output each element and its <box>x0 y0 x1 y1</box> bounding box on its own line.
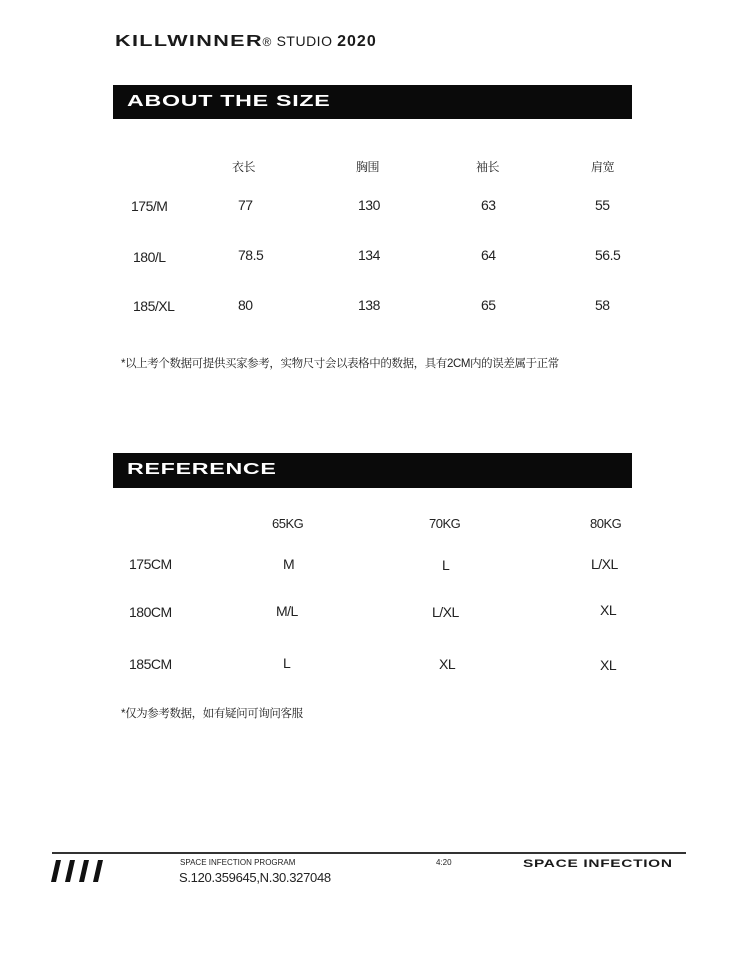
size-section-title: ABOUT THE SIZE <box>127 93 331 110</box>
brand-header <box>115 33 377 51</box>
ref-cell: XL <box>600 657 617 673</box>
footer-program: SPACE INFECTION PROGRAM <box>180 858 296 867</box>
four-slash-bars-icon <box>50 860 108 882</box>
ref-cell: M <box>283 556 295 572</box>
brand-studio: STUDIO <box>276 33 333 49</box>
ref-col-header-80kg: 80KG <box>590 516 622 531</box>
ref-cell: XL <box>600 602 617 618</box>
size-section-banner <box>113 85 632 119</box>
footer-page-number: 4:20 <box>436 858 452 867</box>
size-cell: 63 <box>481 197 496 213</box>
footer-coordinates: S.120.359645,N.30.327048 <box>179 870 331 885</box>
brand-year: 2020 <box>337 33 377 50</box>
brand-name: KILLWINNER <box>115 33 263 50</box>
reference-note: *仅为参考数据，如有疑问可询问客服 <box>121 708 303 720</box>
ref-cell: L <box>283 655 291 671</box>
size-cell: 55 <box>595 197 610 213</box>
ref-cell: XL <box>439 656 456 672</box>
ref-col-header-65kg: 65KG <box>272 516 304 531</box>
ref-row-label: 185CM <box>129 656 172 672</box>
ref-cell: L <box>442 557 450 573</box>
ref-row-label: 180CM <box>129 604 172 620</box>
size-cell: 64 <box>481 247 496 263</box>
size-row-label: 185/XL <box>133 298 175 314</box>
size-cell: 138 <box>358 297 380 313</box>
size-row-label: 175/M <box>131 198 168 214</box>
ref-cell: L/XL <box>591 556 618 572</box>
size-cell: 134 <box>358 247 380 263</box>
size-note: *以上考个数据可提供买家参考，实物尺寸会以表格中的数据，具有2CM内的误差属于正常 <box>121 358 559 370</box>
size-cell: 80 <box>238 297 253 313</box>
size-cell: 130 <box>358 197 380 213</box>
size-col-header-sleeve: 袖长 <box>476 160 500 174</box>
ref-cell: M/L <box>276 603 298 619</box>
ref-cell: L/XL <box>432 604 459 620</box>
reference-section-banner <box>113 453 632 488</box>
ref-col-header-70kg: 70KG <box>429 516 461 531</box>
size-cell: 65 <box>481 297 496 313</box>
size-col-header-chest: 胸围 <box>356 160 380 174</box>
size-row-label: 180/L <box>133 249 166 265</box>
size-cell: 78.5 <box>238 247 264 263</box>
footer-divider <box>52 852 686 854</box>
registered-mark: ® <box>262 35 272 49</box>
size-cell: 58 <box>595 297 610 313</box>
size-cell: 77 <box>238 197 253 213</box>
ref-row-label: 175CM <box>129 556 172 572</box>
footer-brand: SPACE INFECTION <box>523 858 673 870</box>
reference-section-title: REFERENCE <box>127 461 277 478</box>
size-cell: 56.5 <box>595 247 621 263</box>
size-col-header-shoulder: 肩宽 <box>591 160 615 174</box>
size-col-header-length: 衣长 <box>232 160 256 174</box>
